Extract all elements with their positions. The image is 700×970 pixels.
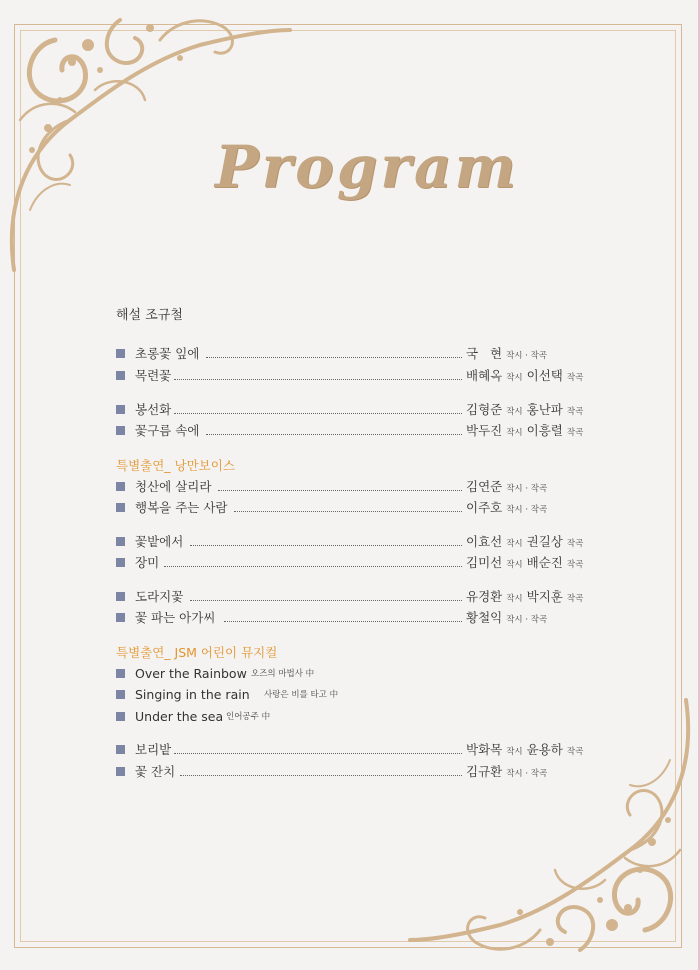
lyricist-name: 박두진: [466, 423, 503, 438]
bullet-square-icon: [116, 613, 125, 622]
bottom-right-flourish-ornament: [400, 680, 700, 970]
lyrics-compose-label: 작시 · 작곡: [506, 505, 548, 515]
lyrics-label: 작시: [506, 560, 523, 570]
song-credit: [466, 478, 547, 498]
lyrics-label: 작시: [506, 428, 523, 438]
bullet-square-icon: [116, 537, 125, 546]
lyricist-name: 이주호: [466, 500, 503, 515]
middle-dot-label: 中: [261, 712, 271, 722]
bullet-square-icon: [116, 767, 125, 776]
composer-name: 이흥렬: [526, 423, 563, 438]
song-title: 꽃밭에서: [135, 534, 184, 549]
bullet-square-icon: [116, 405, 125, 414]
lyrics-label: 작시: [506, 594, 523, 604]
dotted-leader: [180, 775, 462, 776]
song-credit: [466, 345, 547, 365]
lyricist-name: 황철익: [466, 610, 503, 625]
lyricist-name: 김규환: [466, 764, 503, 779]
compose-label: 작곡: [566, 594, 584, 604]
song-title: 청산에 살리라: [135, 479, 212, 494]
dotted-leader: [174, 379, 462, 380]
lyrics-label: 작시: [506, 373, 523, 383]
song-credit: [466, 422, 583, 442]
musical-source: [251, 665, 314, 683]
dotted-leader: [190, 600, 462, 601]
lyricist-name: 배혜옥: [466, 368, 503, 383]
song-title: 보리밭: [135, 742, 172, 757]
composer-name: 박지훈: [526, 589, 563, 604]
song-credit: [466, 609, 547, 629]
musical-source-title: 오즈의 마법사: [251, 669, 303, 679]
musical-source-title: 인어공주: [226, 712, 259, 722]
dotted-leader: [190, 545, 462, 546]
bullet-square-icon: [116, 482, 125, 491]
song-credit: [466, 763, 547, 783]
compose-label: 작곡: [566, 428, 584, 438]
dotted-leader: [174, 753, 462, 754]
bullet-square-icon: [116, 669, 125, 678]
song-title: 장미: [135, 555, 160, 570]
special-guest-heading: 특별출연_ JSM 어린이 뮤지컬: [116, 645, 278, 660]
bullet-square-icon: [116, 349, 125, 358]
lyrics-compose-label: 작시 · 작곡: [506, 484, 548, 494]
musical-song-title: Over the Rainbow: [135, 666, 247, 681]
bullet-square-icon: [116, 426, 125, 435]
bullet-square-icon: [116, 690, 125, 699]
compose-label: 작곡: [566, 560, 584, 570]
lyricist-name: 국 현: [466, 346, 503, 361]
song-title: 초롱꽃 잎에: [135, 346, 200, 361]
special-guest-heading: 특별출연_ 낭만보이스: [116, 458, 235, 473]
dotted-leader: [206, 357, 462, 358]
song-credit: [466, 588, 583, 608]
lyrics-label: 작시: [506, 407, 523, 417]
lyrics-label: 작시: [506, 539, 523, 549]
lyricist-name: 김연준: [466, 479, 503, 494]
bullet-square-icon: [116, 745, 125, 754]
composer-name: 권길상: [526, 534, 563, 549]
song-title: 꽃 잔치: [135, 764, 176, 779]
musical-song-title: Singing in the rain: [135, 687, 250, 702]
song-title: 꽃 파는 아가씨: [135, 610, 216, 625]
song-credit: [466, 367, 583, 387]
musical-source: [264, 686, 338, 704]
song-title: 행복을 주는 사람: [135, 500, 228, 515]
song-title: 목련꽃: [135, 368, 172, 383]
song-credit: [466, 533, 583, 553]
dotted-leader: [164, 566, 462, 567]
dotted-leader: [174, 413, 462, 414]
dotted-leader: [218, 490, 462, 491]
lyricist-name: 김형준: [466, 402, 503, 417]
song-credit: [466, 554, 583, 574]
composer-name: 홍난파: [526, 402, 563, 417]
song-credit: [466, 401, 583, 421]
bullet-square-icon: [116, 592, 125, 601]
page-title: Program: [215, 133, 519, 201]
narrator-credit: 해설 조규철: [116, 308, 183, 323]
musical-source-title: 사랑은 비를 타고: [264, 690, 327, 700]
song-title: 도라지꽃: [135, 589, 184, 604]
dotted-leader: [234, 511, 462, 512]
middle-dot-label: 中: [305, 669, 315, 679]
lyricist-name: 유경환: [466, 589, 503, 604]
composer-name: 배순진: [526, 555, 563, 570]
dotted-leader: [206, 434, 462, 435]
composer-name: 이선택: [526, 368, 563, 383]
compose-label: 작곡: [566, 539, 584, 549]
compose-label: 작곡: [566, 407, 584, 417]
song-title: 봉선화: [135, 402, 172, 417]
lyrics-label: 작시: [506, 747, 523, 757]
lyricist-name: 김미선: [466, 555, 503, 570]
bullet-square-icon: [116, 712, 125, 721]
dotted-leader: [224, 621, 462, 622]
lyrics-compose-label: 작시 · 작곡: [506, 351, 548, 361]
musical-song-title: Under the sea: [135, 709, 224, 724]
compose-label: 작곡: [566, 373, 584, 383]
bullet-square-icon: [116, 558, 125, 567]
lyrics-compose-label: 작시 · 작곡: [506, 769, 548, 779]
song-title: 꽃구름 속에: [135, 423, 200, 438]
compose-label: 작곡: [566, 747, 584, 757]
lyricist-name: 이효선: [466, 534, 503, 549]
bullet-square-icon: [116, 371, 125, 380]
song-credit: [466, 499, 547, 519]
lyrics-compose-label: 작시 · 작곡: [506, 615, 548, 625]
bullet-square-icon: [116, 503, 125, 512]
middle-dot-label: 中: [329, 690, 339, 700]
song-credit: [466, 741, 583, 761]
musical-source: [226, 708, 270, 726]
composer-name: 윤용하: [526, 742, 563, 757]
lyricist-name: 박화목: [466, 742, 503, 757]
